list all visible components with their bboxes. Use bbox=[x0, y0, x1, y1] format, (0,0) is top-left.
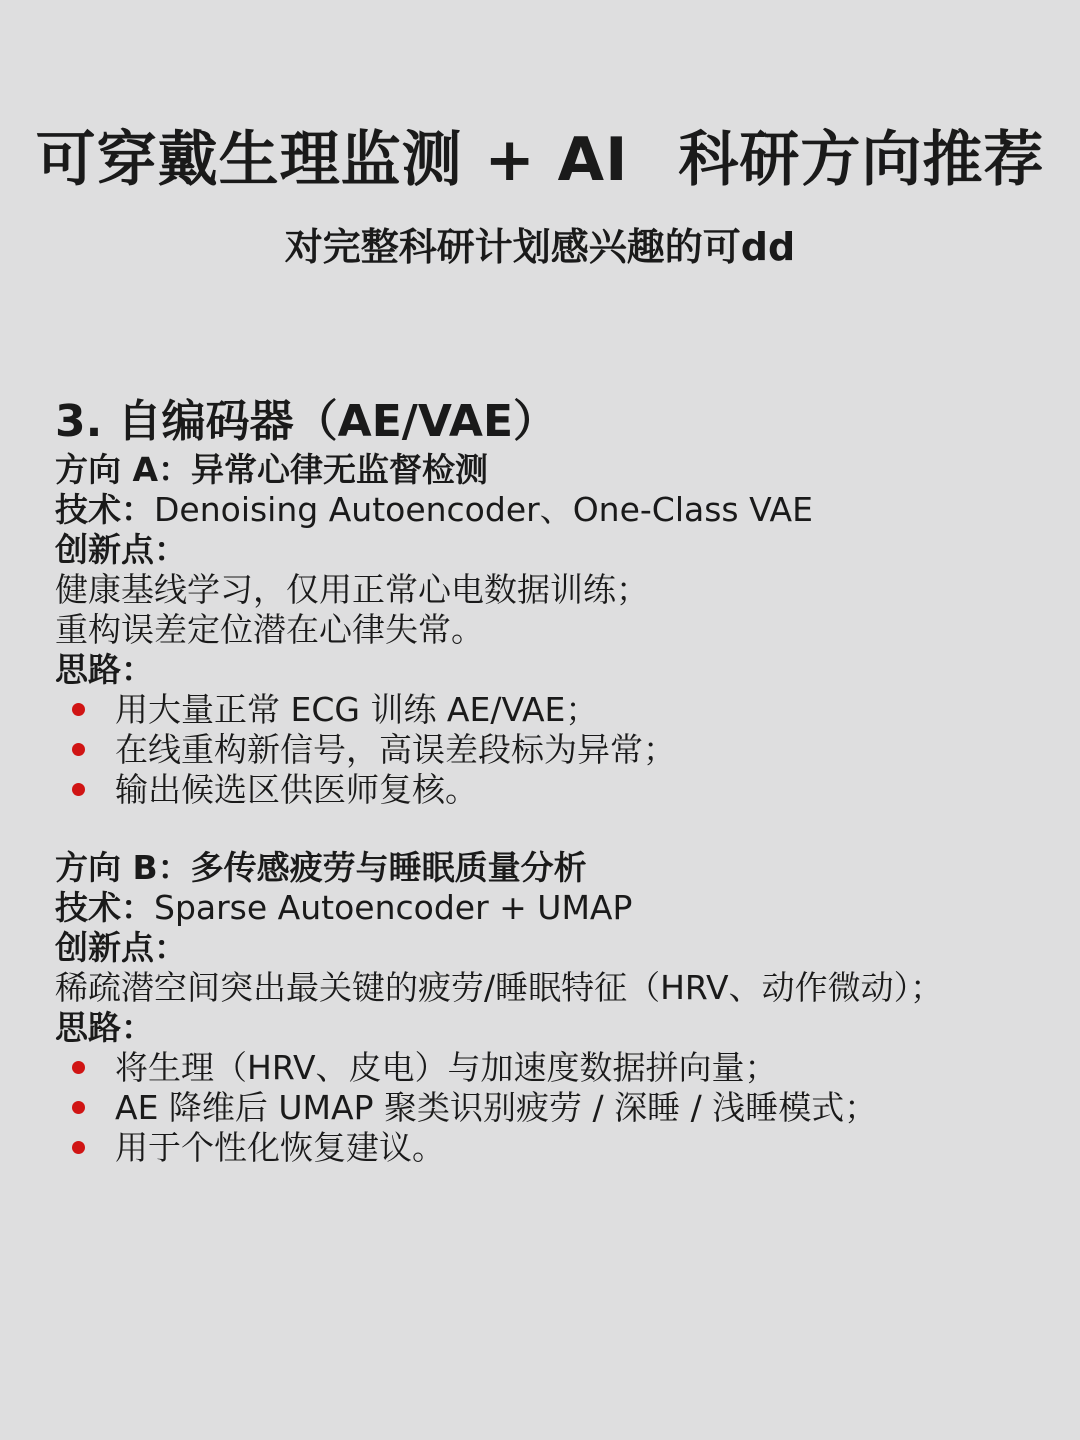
direction-a-heading: 方向 A：异常心律无监督检测 bbox=[55, 450, 489, 489]
page-title-part1: 可穿戴生理监测 + AI bbox=[35, 125, 629, 195]
bullet-dot-icon bbox=[72, 703, 85, 716]
direction-a-innovation-line: 健康基线学习，仅用正常心电数据训练； bbox=[55, 570, 649, 609]
list-item-text: 将生理（HRV、皮电）与加速度数据拼向量； bbox=[115, 1048, 778, 1087]
bullet-dot-icon bbox=[72, 1061, 85, 1074]
list-item bbox=[55, 1088, 1055, 1128]
content-body bbox=[55, 396, 1055, 1168]
bullet-dot-icon bbox=[72, 783, 85, 796]
direction-a-innovation-label: 创新点： bbox=[55, 530, 187, 569]
tech-label: 技术： bbox=[55, 888, 154, 927]
direction-b-innovation-line: 稀疏潜空间突出最关键的疲劳/睡眠特征（HRV、动作微动）； bbox=[55, 968, 944, 1007]
list-item bbox=[55, 1048, 1055, 1088]
tech-label: 技术： bbox=[55, 490, 154, 529]
direction-a-idea-list bbox=[55, 690, 1055, 810]
list-item bbox=[55, 690, 1055, 730]
list-item-text: 用于个性化恢复建议。 bbox=[115, 1128, 445, 1167]
direction-b-tech bbox=[55, 888, 1055, 928]
page-title bbox=[0, 124, 1080, 196]
page-title-part2: 科研方向推荐 bbox=[678, 125, 1045, 195]
list-item-text: AE 降维后 UMAP 聚类识别疲劳 / 深睡 / 浅睡模式； bbox=[115, 1088, 878, 1127]
bullet-dot-icon bbox=[72, 1141, 85, 1154]
section-title: 3. 自编码器（AE/VAE） bbox=[55, 396, 558, 447]
list-item-text: 在线重构新信号，高误差段标为异常； bbox=[115, 730, 676, 769]
direction-a-innovation-line: 重构误差定位潜在心律失常。 bbox=[55, 610, 484, 649]
list-item-text: 用大量正常 ECG 训练 AE/VAE； bbox=[115, 690, 599, 729]
bullet-dot-icon bbox=[72, 1101, 85, 1114]
direction-a-tech bbox=[55, 490, 1055, 530]
direction-b-idea-label: 思路： bbox=[55, 1008, 154, 1047]
bullet-dot-icon bbox=[72, 743, 85, 756]
tech-value: Sparse Autoencoder + UMAP bbox=[154, 888, 633, 927]
list-item bbox=[55, 770, 1055, 810]
direction-b-innovation-label: 创新点： bbox=[55, 928, 187, 967]
list-item-text: 输出候选区供医师复核。 bbox=[115, 770, 478, 809]
list-item bbox=[55, 730, 1055, 770]
direction-a-idea-label: 思路： bbox=[55, 650, 154, 689]
direction-b-heading: 方向 B：多传感疲劳与睡眠质量分析 bbox=[55, 848, 587, 887]
list-item bbox=[55, 1128, 1055, 1168]
tech-value: Denoising Autoencoder、One-Class VAE bbox=[154, 490, 813, 529]
direction-b-idea-list bbox=[55, 1048, 1055, 1168]
page-subtitle: 对完整科研计划感兴趣的可dd bbox=[284, 225, 796, 269]
